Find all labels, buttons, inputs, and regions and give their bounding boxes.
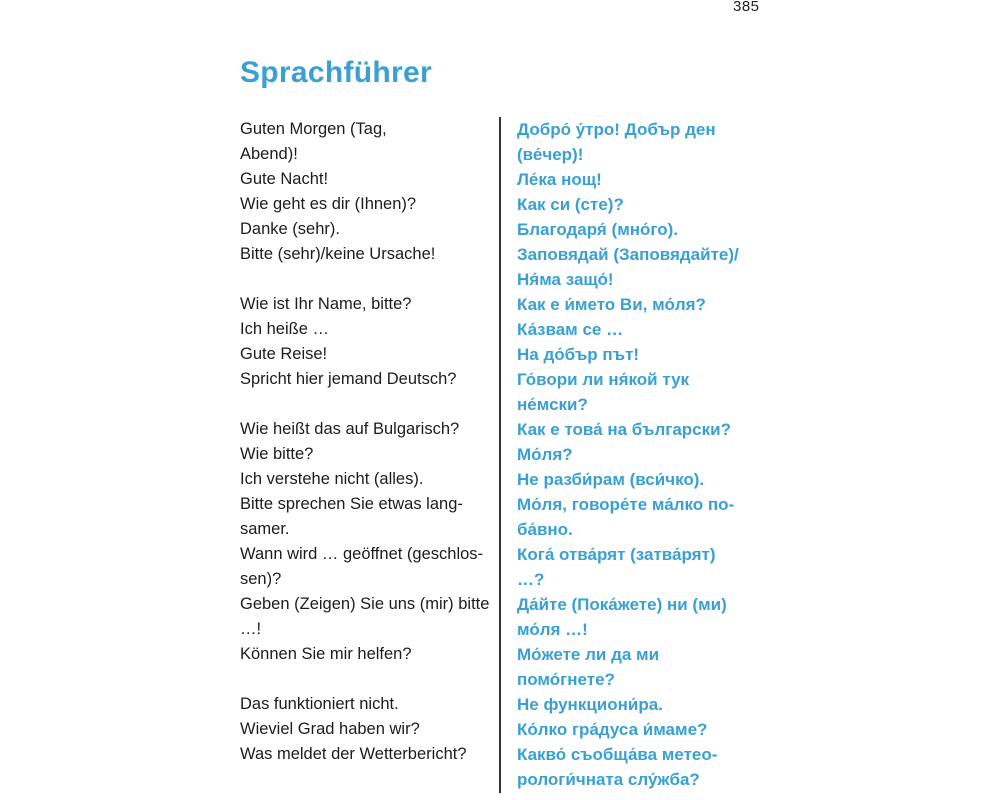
german-phrase-line: Wieviel Grad haben wir?: [240, 720, 420, 738]
bulgarian-phrase-line: не́мски?: [517, 395, 588, 414]
german-phrase-line: Was meldet der Wetterbericht?: [240, 745, 467, 763]
bulgarian-phrase-line: Ле́ка нощ!: [517, 170, 602, 189]
bulgarian-phrase-line: Ня́ма защо́!: [517, 270, 614, 289]
bulgarian-phrase-line: Мо́ля?: [517, 445, 573, 464]
bulgarian-phrase-line: Заповядай (Заповядайте)/: [517, 245, 739, 264]
german-phrase-spacer: [240, 267, 495, 292]
bulgarian-phrase-line: ба́вно.: [517, 520, 573, 539]
german-phrase-line: Bitte sprechen Sie etwas lang-: [240, 495, 463, 513]
german-phrase-spacer: [240, 392, 495, 417]
german-phrase-line: Gute Nacht!: [240, 170, 329, 188]
german-phrase-line: Wann wird … geöffnet (geschlos-: [240, 545, 484, 563]
german-phrase-line: Das funktioniert nicht.: [240, 695, 399, 713]
german-phrase-spacer: [240, 667, 495, 692]
german-phrase-line: Danke (sehr).: [240, 220, 340, 238]
bulgarian-phrase-line: Благодаря́ (мно́го).: [517, 220, 679, 239]
bulgarian-phrase-line: На до́бър път!: [517, 345, 640, 364]
bulgarian-phrase-line: помо́гнете?: [517, 670, 615, 689]
bulgarian-phrase-line: Мо́жете ли да ми: [517, 645, 660, 664]
german-phrase-line: Wie bitte?: [240, 445, 314, 463]
bulgarian-phrase-line: Не разби́рам (вси́чко).: [517, 470, 705, 489]
bulgarian-phrase-line: Как си (сте)?: [517, 195, 624, 214]
bulgarian-phrase-line: …?: [517, 570, 545, 589]
page-number: 385: [733, 0, 760, 15]
bulgarian-phrase-line: Кога́ отва́рят (затва́рят): [517, 545, 716, 564]
bulgarian-phrase-line: Какво́ съобща́ва метео-: [517, 745, 718, 764]
german-phrase-line: Ich heiße …: [240, 320, 329, 338]
german-phrase-line: Wie heißt das auf Bulgarisch?: [240, 420, 460, 438]
german-phrase-line: Bitte (sehr)/keine Ursache!: [240, 245, 436, 263]
german-phrase-line: Wie ist Ihr Name, bitte?: [240, 295, 412, 313]
german-phrase-line: samer.: [240, 520, 290, 538]
bulgarian-phrase-line: мо́ля …!: [517, 620, 588, 639]
german-phrase-line: Abend)!: [240, 145, 298, 163]
bulgarian-phrase-line: Да́йте (Пока́жете) ни (ми): [517, 595, 727, 614]
bulgarian-column: [517, 117, 777, 792]
bulgarian-phrase-line: Го́вори ли ня́кой тук: [517, 370, 690, 389]
german-phrase-line: Gute Reise!: [240, 345, 328, 363]
bulgarian-phrase-line: Ка́звам се …: [517, 320, 624, 339]
bulgarian-phrase-line: Как е и́мето Ви, мо́ля?: [517, 295, 706, 314]
german-phrase-line: …!: [240, 620, 262, 638]
german-phrase-line: Wie geht es dir (Ihnen)?: [240, 195, 417, 213]
page-title: Sprachführer: [240, 56, 432, 89]
bulgarian-phrase-line: Не функциони́ра.: [517, 695, 663, 714]
german-phrase-line: Geben (Zeigen) Sie uns (mir) bitte: [240, 595, 490, 613]
bulgarian-phrase-line: Добро́ у́тро! Добър ден: [517, 120, 716, 139]
german-column: [240, 117, 495, 767]
german-phrase-line: Können Sie mir helfen?: [240, 645, 412, 663]
bulgarian-phrase-line: Ко́лко гра́дуса и́маме?: [517, 720, 708, 739]
german-phrase-line: Guten Morgen (Tag,: [240, 120, 387, 138]
bulgarian-phrase-line: (ве́чер)!: [517, 145, 584, 164]
bulgarian-phrase-line: рологи́чната слу́жба?: [517, 770, 700, 789]
german-phrase-line: Spricht hier jemand Deutsch?: [240, 370, 457, 388]
bulgarian-phrase-line: Мо́ля, говоре́те ма́лко по-: [517, 495, 735, 514]
german-phrase-line: sen)?: [240, 570, 282, 588]
german-phrase-line: Ich verstehe nicht (alles).: [240, 470, 424, 488]
column-divider: [499, 117, 501, 793]
bulgarian-phrase-line: Как е това́ на български?: [517, 420, 731, 439]
